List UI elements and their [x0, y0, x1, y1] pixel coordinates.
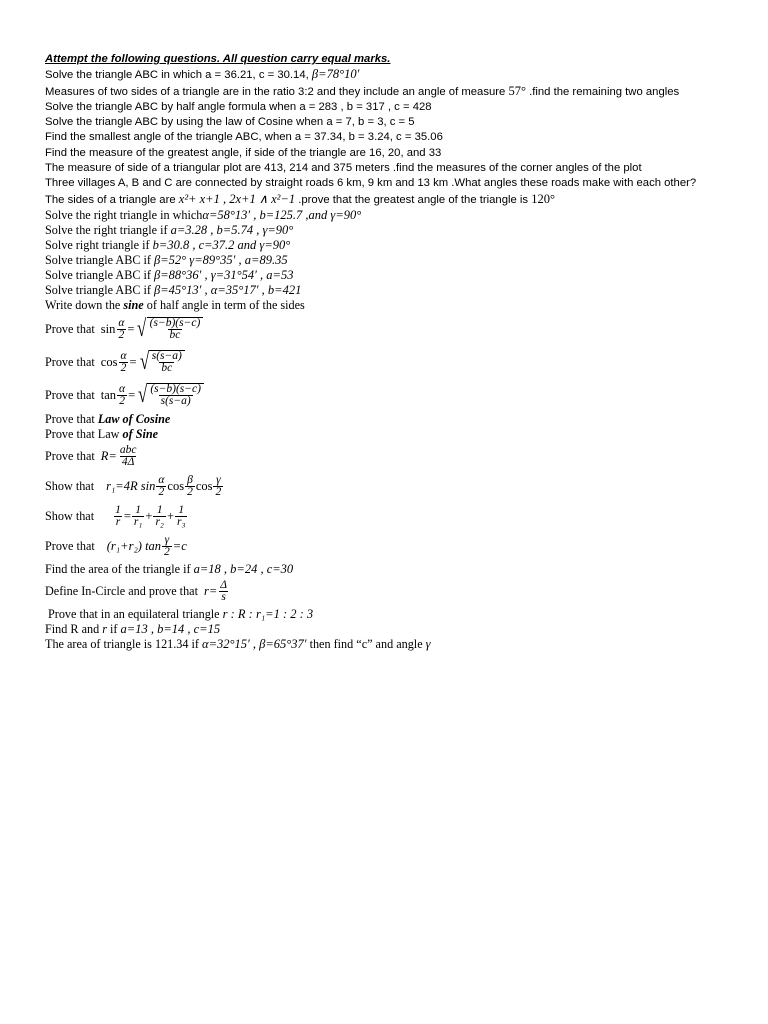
fraction: $\frac{\alpha}{2}$ [119, 382, 126, 407]
question-1: Solve the triangle ABC in which a = 36.21, c = 30.14, β=78°10′ [45, 67, 360, 82]
question-18: Prove that cos $\frac{\alpha}{2}$ = √ s(s−a) bc [45, 346, 735, 379]
question-16: Write down the sine of half angle in term of the sides [45, 297, 305, 312]
question-2: Measures of two sides of a triangle are in the ratio 3:2 and they include an angle of measure 57° .find the remaining two angles [45, 83, 680, 98]
question-3: Solve the triangle ABC by half angle formula when a = 283 , b = 317 , c = 428 [45, 100, 432, 113]
question-11: Solve the right triangle if a=3.28 , b=5.74 , γ=90° [45, 222, 294, 237]
fraction: abc 4Δ [119, 444, 137, 469]
question-26: Find the area of the triangle if a=18 , b=24 , c=30 [45, 561, 294, 576]
fraction: β 2 [187, 474, 193, 499]
fraction: α 2 [158, 474, 165, 499]
square-root: √ s(s−a) bc [138, 350, 185, 374]
fraction: $\frac{1}{\text{r₁}}$ [133, 504, 143, 529]
question-23: Show that r₁=4R sin α 2 cos β 2 cos γ 2 [45, 474, 222, 499]
fraction: $\frac{1}{\text{r₂}}$ [155, 504, 164, 529]
question-15: Solve triangle ABC if β=45°13′ , α=35°17′ , b=421 [45, 282, 302, 297]
question-8: Three villages A, B and C are connected by straight roads 6 km, 9 km and 13 km .What angles these roads make with each other? [45, 177, 697, 190]
question-sheet [45, 52, 735, 652]
question-6: Find the measure of the greatest angle, if side of the triangle are 16, 20, and 33 [45, 146, 442, 159]
question-24: Show that $\frac{1}{r}$ = $\frac{1}{\text{r₁}}$ + $\frac{1}{\text{r₂}}$ + $\frac{1}{\text{r₃}}$ [45, 504, 186, 529]
fraction: γ 2 [215, 474, 222, 499]
question-29: Find R and r if a=13 , b=14 , c=15 [45, 621, 221, 636]
question-13: Solve triangle ABC if β=52° γ=89°35′ , a=89.35 [45, 252, 288, 267]
question-10: Solve the right triangle in whichα=58°13′ , b=125.7 ,and γ=90° [45, 207, 362, 222]
question-28: Prove that in an equilateral triangle r : R : r₁=1 : 2 : 3 [48, 606, 314, 621]
question-27: Define In-Circle and prove that r= $\frac{\Delta}{s}$ [45, 579, 228, 604]
question-20: Prove that Law of Cosine [45, 411, 171, 426]
question-19: Prove that tan $\frac{\alpha}{2}$ = √ (s−b)(s−c) s(s−a) [45, 379, 735, 412]
fraction: $\frac{\Delta}{s}$ [220, 579, 228, 604]
square-root: √ (s−b)(s−c) s(s−a) [136, 383, 204, 407]
question-14: Solve triangle ABC if β=88°36′ , γ=31°54′ , a=53 [45, 267, 294, 282]
fraction: $\frac{\gamma}{2}$ [164, 534, 170, 559]
square-root: √ (s−b)(s−c) bc [135, 317, 203, 341]
question-30: The area of triangle is 121.34 if α=32°15′ , β=65°37′ then find “c” and angle γ [45, 636, 431, 651]
question-9: The sides of a triangle are x²+ x+1 , 2x+1 ∧ x²−1 .prove that the greatest angle of the triangle is 120° [45, 191, 555, 206]
fraction: $\frac{1}{\text{r₃}}$ [177, 504, 186, 529]
question-25: Prove that (r₁+r₂) tan $\frac{\gamma}{2}$ =c [45, 534, 187, 559]
question-22: Prove that R= abc 4Δ [45, 444, 137, 469]
fraction: $\frac{\alpha}{2}$ [118, 316, 125, 341]
question-7: The measure of side of a triangular plot are 413, 214 and 375 meters .find the measures of the corner angles of the plot [45, 162, 642, 175]
fraction: $\frac{1}{r}$ [115, 504, 121, 529]
question-17: Prove that sin $\frac{\alpha}{2}$ = √ (s−b)(s−c) bc [45, 313, 735, 346]
instructions-header: Attempt the following questions. All question carry equal marks. [45, 53, 391, 65]
question-5: Find the smallest angle of the triangle ABC, when a = 37.34, b = 3.24, c = 35.06 [45, 131, 443, 144]
question-4: Solve the triangle ABC by using the law of Cosine when a = 7, b = 3, c = 5 [45, 116, 415, 129]
question-21: Prove that Law of Sine [45, 426, 159, 441]
question-12: Solve right triangle if b=30.8 , c=37.2 and γ=90° [45, 237, 291, 252]
fraction: $\frac{\alpha}{2}$ [120, 349, 127, 374]
